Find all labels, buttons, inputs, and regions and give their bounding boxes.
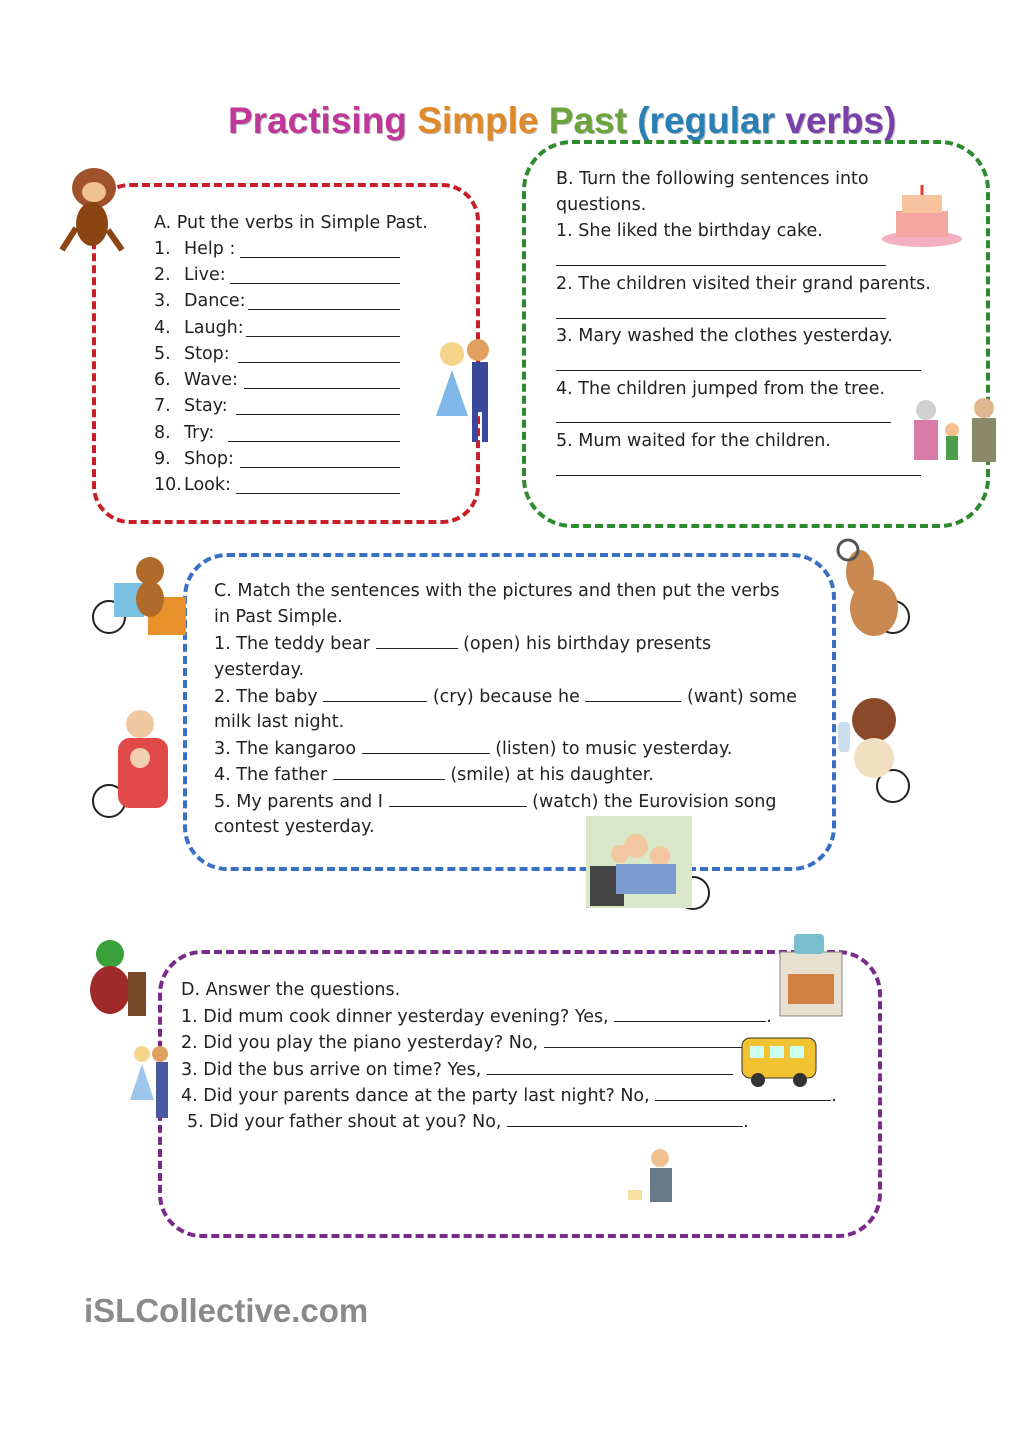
- section-b-item: 1. She liked the birthday cake.: [556, 221, 823, 241]
- period: .: [743, 1112, 749, 1132]
- footer-watermark: iSLCollective.com: [84, 1292, 369, 1329]
- dancing-couple-illustration: [428, 336, 502, 448]
- answer-line[interactable]: [240, 257, 400, 258]
- answer-line[interactable]: [248, 309, 400, 310]
- section-c-heading-line1: C. Match the sentences with the pictures and then put the verbs: [214, 581, 780, 601]
- answer-line[interactable]: [230, 283, 400, 284]
- crying-baby-illustration: [832, 692, 906, 782]
- section-a-item: [154, 315, 244, 341]
- verb-label: Shop:: [184, 449, 234, 469]
- blank[interactable]: [585, 683, 681, 702]
- sentence-text: milk last night.: [214, 712, 345, 732]
- monkey-illustration: [56, 158, 128, 256]
- period: .: [831, 1086, 837, 1106]
- section-b-item: 2. The children visited their grand parents.: [556, 274, 931, 294]
- family-illustration: [904, 396, 1000, 466]
- verb-label: Try:: [184, 423, 215, 443]
- item-number: 7.: [154, 396, 171, 416]
- section-a-item: [154, 472, 231, 498]
- blank[interactable]: [389, 788, 527, 807]
- section-b-item: 5. Mum waited for the children.: [556, 431, 831, 451]
- sentence-text: (listen) to music yesterday.: [495, 739, 733, 759]
- section-d-question-5: [187, 1108, 749, 1135]
- answer-line[interactable]: [240, 467, 400, 468]
- question-text: 3. Did the bus arrive on time? Yes,: [181, 1060, 482, 1080]
- verb-label: Wave:: [184, 370, 238, 390]
- answer-line[interactable]: [236, 493, 400, 494]
- title-part: Past: [548, 100, 638, 141]
- section-d-heading: D. Answer the questions.: [181, 980, 401, 1000]
- sentence-text: 5. My parents and I: [214, 792, 383, 812]
- dancing-couple-small-illustration: [124, 1044, 176, 1124]
- verb-label: Stay:: [184, 396, 228, 416]
- sentence-text: 1. The teddy bear: [214, 634, 370, 654]
- kangaroo-illustration: [826, 538, 918, 640]
- sentence-text: (watch) the Eurovision song: [532, 792, 777, 812]
- blank[interactable]: [376, 630, 458, 649]
- section-a-item: [154, 262, 226, 288]
- sentence-text: contest yesterday.: [214, 817, 375, 837]
- section-c-heading-line2: in Past Simple.: [214, 607, 343, 627]
- shouting-father-illustration: [616, 1146, 692, 1216]
- section-d-question-2: [181, 1029, 744, 1056]
- verb-label: Look:: [184, 475, 231, 495]
- title-part: Simple: [417, 100, 549, 141]
- answer-line[interactable]: [238, 362, 400, 363]
- sentence-text: 2. The baby: [214, 687, 318, 707]
- item-number: 9.: [154, 449, 171, 469]
- verb-label: Help :: [184, 239, 236, 259]
- section-c-sentence-1: [214, 630, 711, 657]
- turtle-piano-illustration: [86, 938, 148, 1020]
- school-bus-illustration: [740, 1034, 820, 1090]
- section-c-sentence-3: [214, 735, 732, 762]
- page-title: [228, 100, 896, 142]
- section-d-question-1: [181, 1003, 772, 1030]
- answer-line[interactable]: [556, 422, 891, 423]
- item-number: 4.: [154, 318, 171, 338]
- blank[interactable]: [323, 683, 427, 702]
- question-text: 4. Did your parents dance at the party last night? No,: [181, 1086, 650, 1106]
- sentence-text: 4. The father: [214, 765, 328, 785]
- section-c-sentence-4: [214, 761, 654, 788]
- item-number: 1.: [154, 239, 171, 259]
- section-a-item: [154, 393, 228, 419]
- answer-line[interactable]: [228, 441, 400, 442]
- title-part: verbs): [785, 100, 897, 141]
- item-number: 5.: [154, 344, 171, 364]
- question-text: 1. Did mum cook dinner yesterday evening? Yes,: [181, 1007, 609, 1027]
- verb-label: Dance:: [184, 291, 246, 311]
- answer-blank[interactable]: [544, 1029, 744, 1048]
- blank[interactable]: [333, 761, 445, 780]
- section-c-sentence-5: [214, 788, 776, 815]
- question-text: 5. Did your father shout at you? No,: [187, 1112, 502, 1132]
- sentence-text: (want) some: [687, 687, 797, 707]
- answer-blank[interactable]: [614, 1003, 766, 1022]
- blank[interactable]: [362, 735, 490, 754]
- section-a-item: [154, 367, 238, 393]
- answer-line[interactable]: [556, 475, 921, 476]
- item-number: 3.: [154, 291, 171, 311]
- section-a-heading: A. Put the verbs in Simple Past.: [154, 213, 428, 233]
- father-daughter-illustration: [104, 708, 184, 820]
- section-a-item: [154, 420, 214, 446]
- item-number: 6.: [154, 370, 171, 390]
- section-d-question-4: [181, 1082, 837, 1109]
- sentence-text: 3. The kangaroo: [214, 739, 357, 759]
- answer-line[interactable]: [236, 414, 400, 415]
- title-part: Practising: [228, 100, 418, 141]
- verb-label: Laugh:: [184, 318, 244, 338]
- sentence-text: (cry) because he: [432, 687, 580, 707]
- section-b-heading-line1: B. Turn the following sentences into: [556, 169, 869, 189]
- section-a-item: [154, 236, 235, 262]
- sentence-text: (smile) at his daughter.: [450, 765, 654, 785]
- answer-line[interactable]: [244, 388, 400, 389]
- answer-blank[interactable]: [487, 1056, 733, 1075]
- item-number: 10.: [154, 475, 182, 495]
- answer-line[interactable]: [556, 318, 886, 319]
- item-number: 8.: [154, 423, 171, 443]
- family-watching-tv-illustration: [586, 816, 692, 908]
- verb-label: Live:: [184, 265, 226, 285]
- section-a-item: [154, 288, 246, 314]
- question-text: 2. Did you play the piano yesterday? No,: [181, 1033, 539, 1053]
- answer-line[interactable]: [556, 265, 886, 266]
- birthday-cake-illustration: [880, 183, 964, 249]
- section-d-question-3: [181, 1056, 733, 1083]
- section-a-item: [154, 446, 234, 472]
- answer-blank[interactable]: [507, 1108, 743, 1127]
- sentence-text: yesterday.: [214, 660, 305, 680]
- sentence-text: (open) his birthday presents: [463, 634, 712, 654]
- answer-line[interactable]: [556, 370, 921, 371]
- section-b-item: 4. The children jumped from the tree.: [556, 379, 886, 399]
- section-c-sentence-2: [214, 683, 797, 710]
- item-number: 2.: [154, 265, 171, 285]
- stove-cooking-illustration: [772, 924, 850, 1018]
- title-part: (regular: [637, 100, 786, 141]
- verb-label: Stop:: [184, 344, 230, 364]
- teddy-bear-illustration: [110, 553, 192, 637]
- period: .: [766, 1007, 772, 1027]
- section-a-item: [154, 341, 230, 367]
- section-b-heading-line2: questions.: [556, 195, 647, 215]
- section-b-item: 3. Mary washed the clothes yesterday.: [556, 326, 893, 346]
- answer-line[interactable]: [246, 336, 400, 337]
